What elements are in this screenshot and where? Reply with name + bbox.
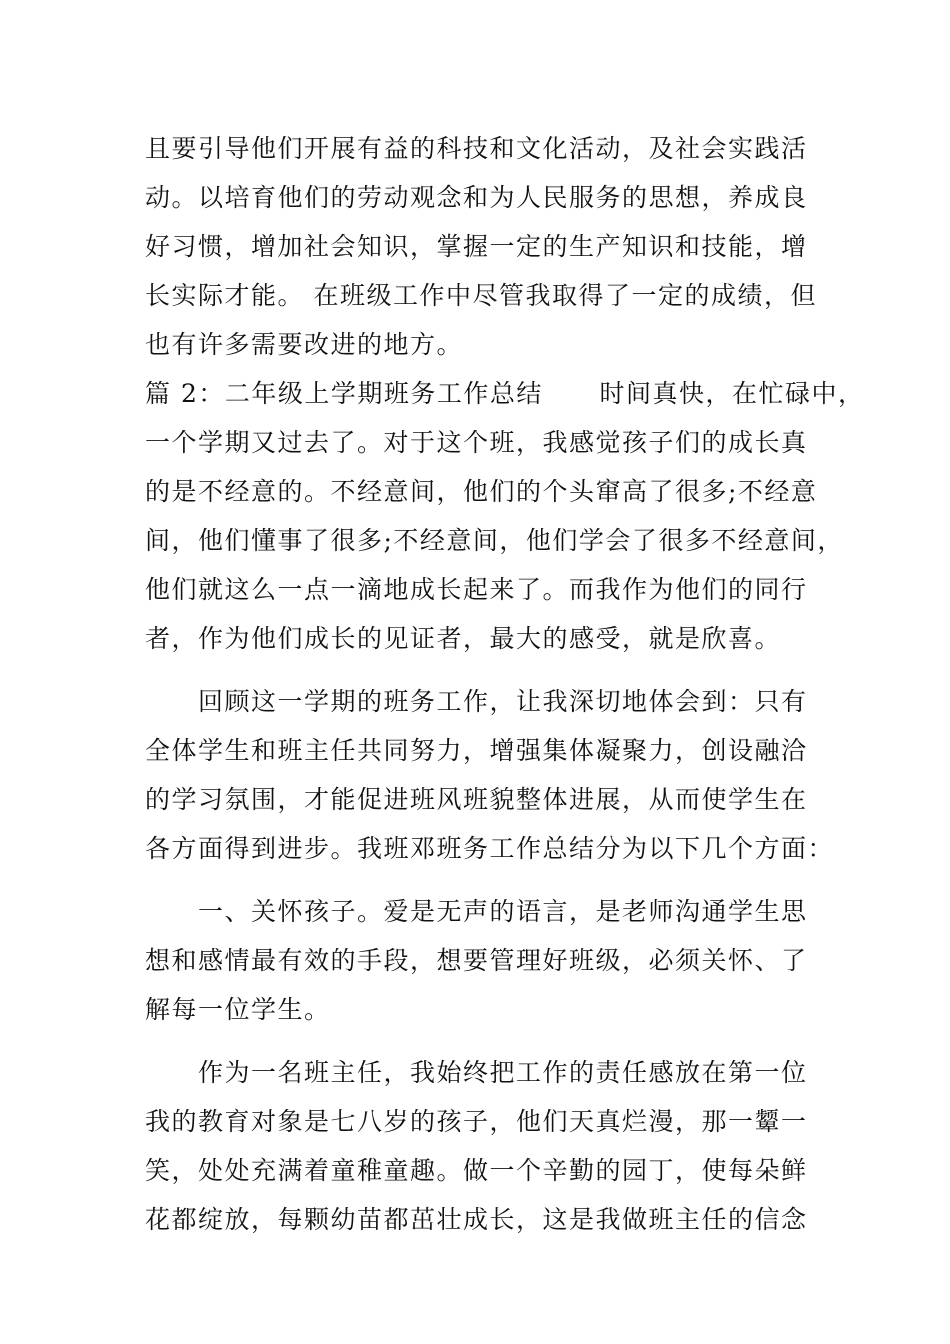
text-line: 且要引导他们开展有益的科技和文化活动，及社会实践活 [145, 134, 808, 163]
section-heading-line: 篇 2：二年级上学期班务工作总结 时间真快，在忙碌中， [145, 379, 865, 408]
text-line: 长实际才能。 在班级工作中尽管我取得了一定的成绩，但 [145, 281, 817, 310]
text-line: 全体学生和班主任共同努力，增强集体凝聚力，创设融洽 [145, 736, 808, 765]
text-line: 笑，处处充满着童稚童趣。做一个辛勤的园丁，使每朵鲜 [145, 1156, 808, 1185]
text-line: 花都绽放，每颗幼苗都茁壮成长，这是我做班主任的信念 [145, 1205, 808, 1234]
text-line: 也有许多需要改进的地方。 [145, 330, 464, 359]
paragraph-gap [145, 873, 825, 887]
text-line: 者，作为他们成长的见证者，最大的感受，就是欣喜。 [145, 624, 782, 653]
text-line: 好习惯，增加社会知识，掌握一定的生产知识和技能，增 [145, 232, 808, 261]
text-line: 动。以培育他们的劳动观念和为人民服务的思想，养成良 [145, 183, 808, 212]
document-body [145, 124, 865, 1244]
paragraph-gap [145, 1034, 825, 1048]
text-line: 各方面得到进步。我班邓班务工作总结分为以下几个方面： [145, 834, 835, 863]
text-line: 我的教育对象是七八岁的孩子，他们天真烂漫，那一颦一 [145, 1107, 808, 1136]
text-line: 解每一位学生。 [145, 995, 331, 1024]
text-line: 一个学期又过去了。对于这个班，我感觉孩子们的成长真 [145, 428, 808, 457]
text-line: 他们就这么一点一滴地成长起来了。而我作为他们的同行 [145, 575, 808, 604]
paragraph-start-line: 一、关怀孩子。爱是无声的语言，是老师沟通学生思 [198, 897, 808, 926]
paragraph-start-line: 作为一名班主任，我始终把工作的责任感放在第一位 [198, 1058, 808, 1087]
text-line: 的是不经意的。不经意间，他们的个头窜高了很多;不经意 [145, 477, 818, 506]
text-line: 间，他们懂事了很多;不经意间，他们学会了很多不经意间， [145, 526, 844, 555]
paragraph-gap [145, 663, 825, 677]
text-line: 想和感情最有效的手段，想要管理好班级，必须关怀、了 [145, 946, 808, 975]
text-line: 的学习氛围，才能促进班风班貌整体进展，从而使学生在 [145, 785, 808, 814]
paragraph-start-line: 回顾这一学期的班务工作，让我深切地体会到：只有 [198, 687, 808, 716]
